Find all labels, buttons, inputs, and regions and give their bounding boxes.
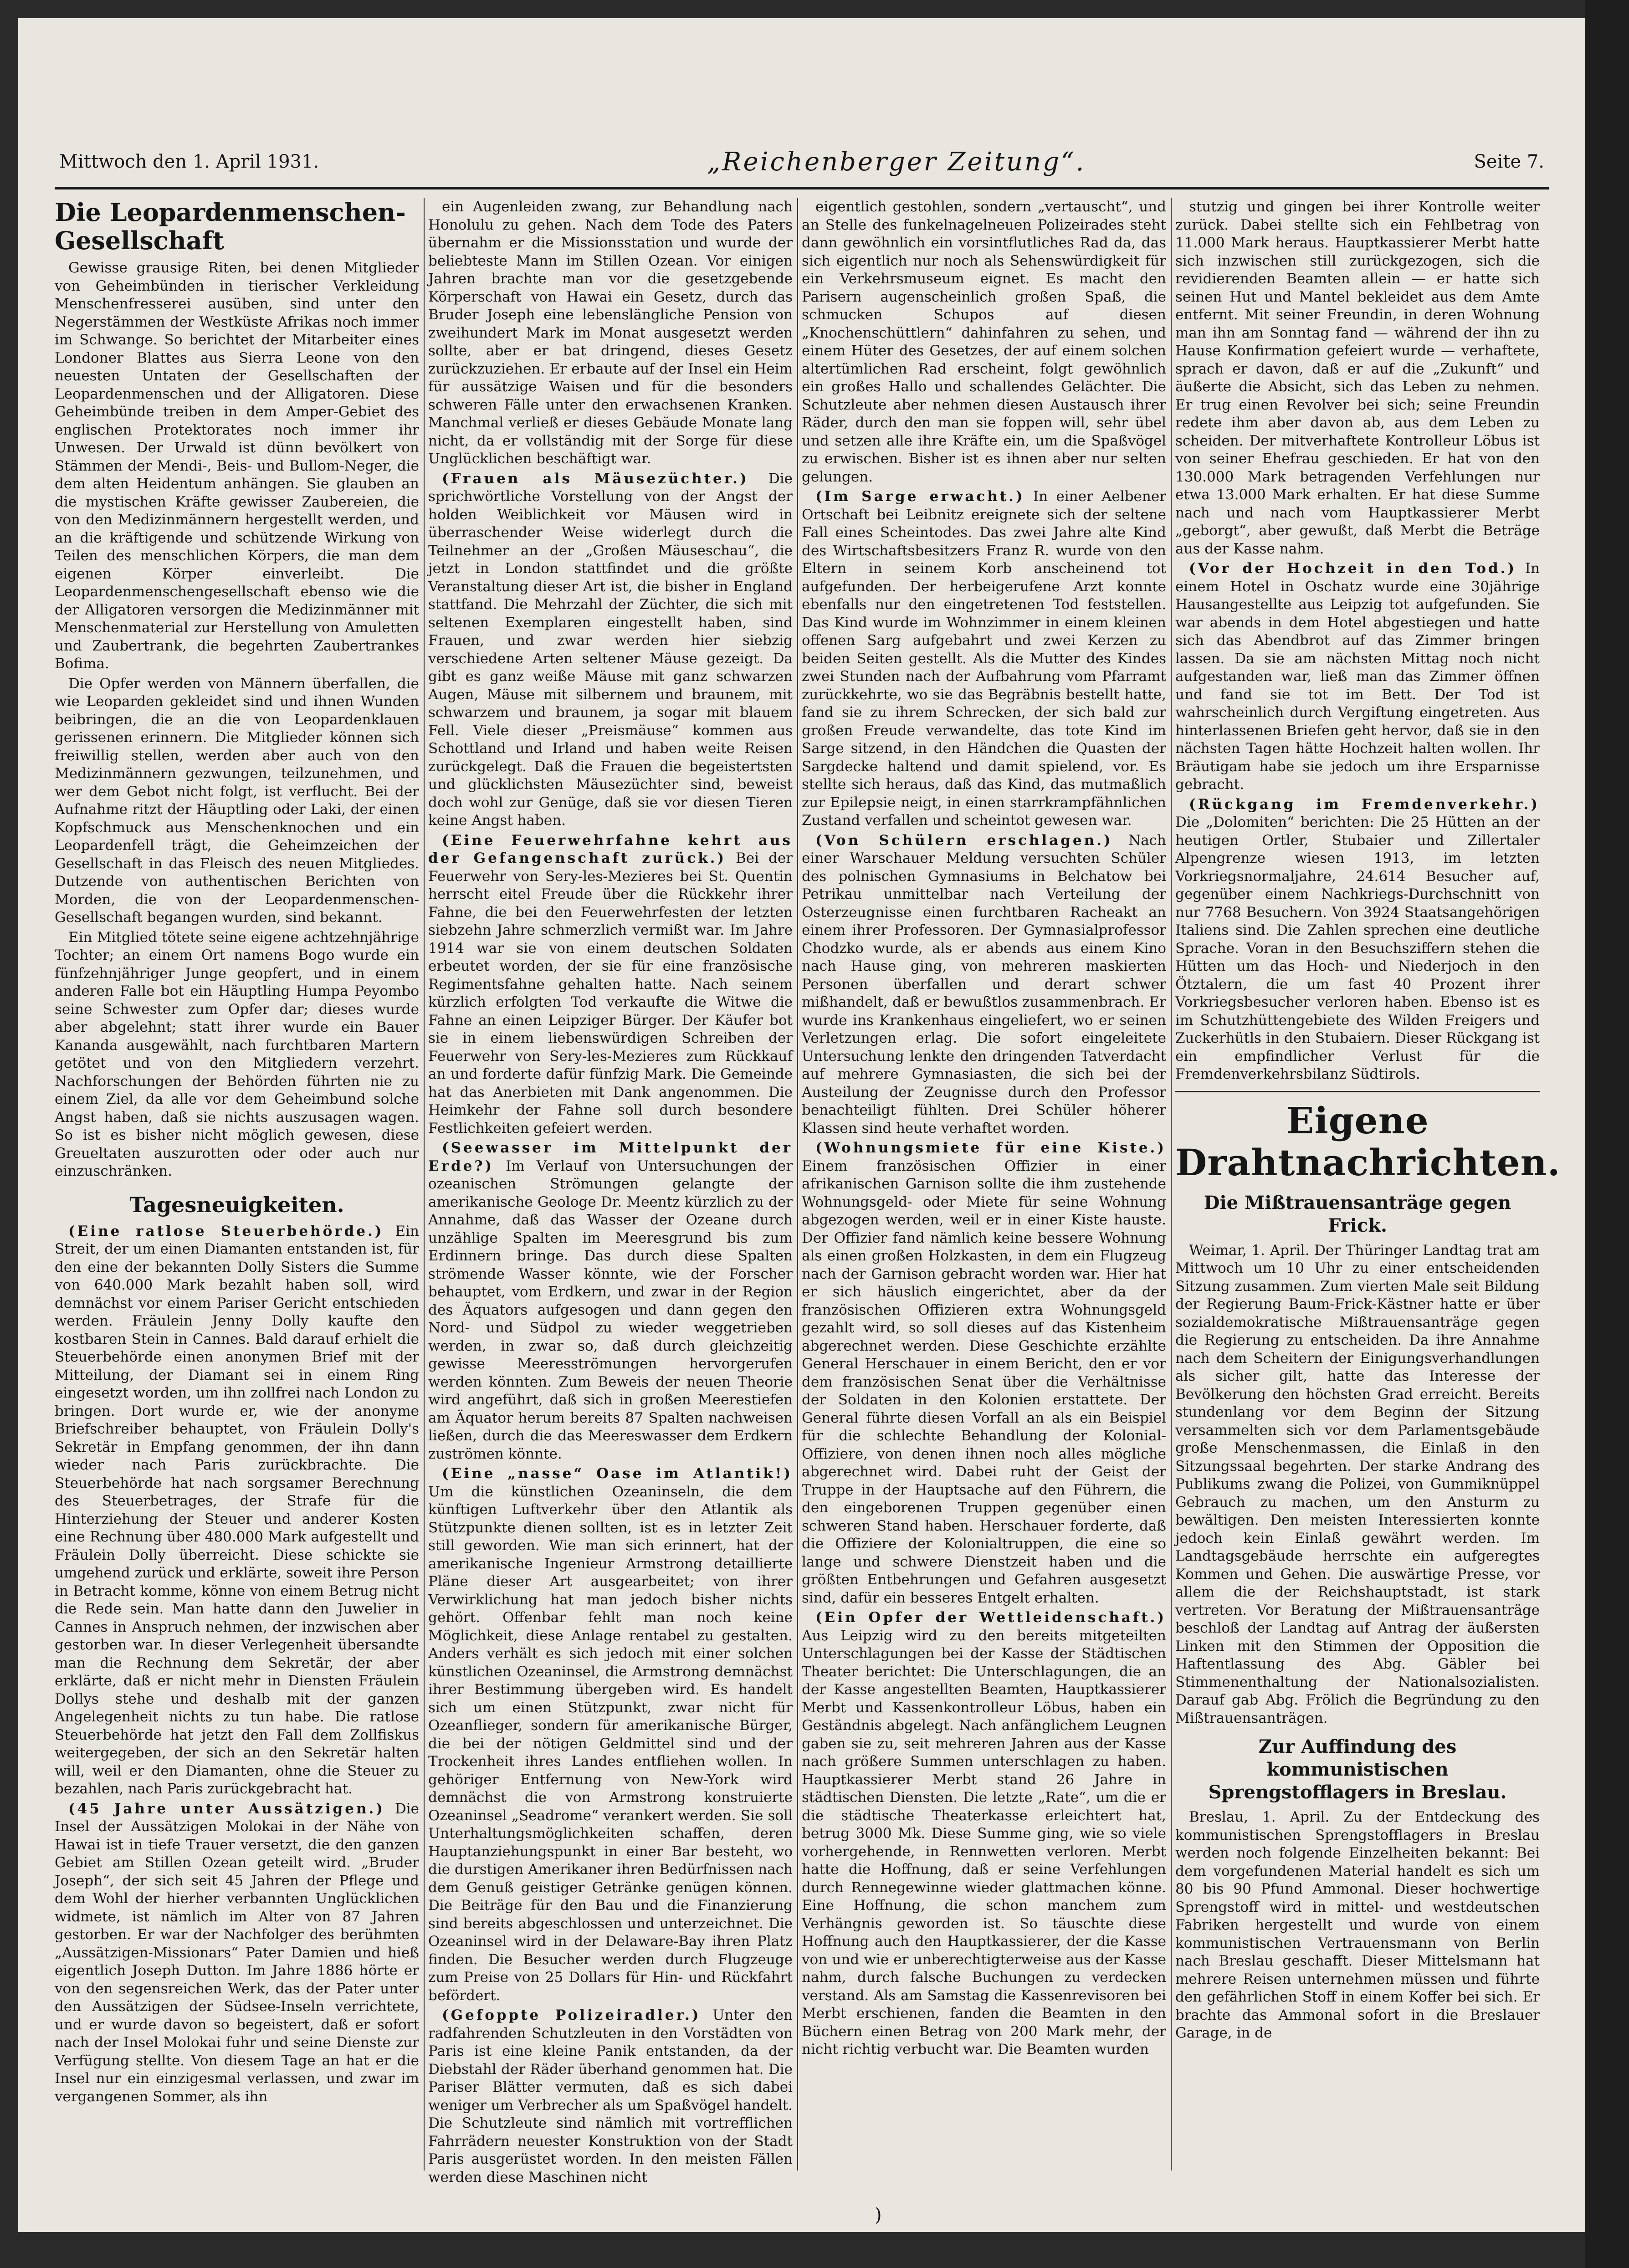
- news-body: Ein Streit, der um einen Diamanten entstanden ist, für den eine der bekannten Dolly Sisters die Summe von 640.000 Mark bezahlt haben soll, wird demnächst vor einem Pariser Gericht entschieden werden. Fräulein Jenny Dolly kaufte den kostbaren Stein in Cannes. Bald darauf erhielt die Steuerbehörde einen anonymen Brief mit der Mitteilung, der Diamant sei in einem Ring eingesetzt worden, um ihn zollfrei nach London zu bringen. Dort wurde er, wie der anonyme Briefschreiber behauptet, von Fräulein Dolly's Sekretär in Empfang genommen, der ihn dann wieder nach Paris zurückbrachte. Die Steuerbehörde hat nach sorgsamer Berechnung des Steuerbetrages, der Strafe für die Hinterziehung der Steuer und anderer Kosten eine Rechnung über 480.000 Mark aufgestellt und Fräulein Dolly überreicht. Diese schickte sie umgehend zurück und erklärte, soweit ihre Person in Betracht komme, könne von einem Betrug nicht die Rede sein. Man hatte dann den Juwelier in Cannes in Anspruch nehmen, der inzwischen aber gestorben war. In dieser Verlegenheit übersandte man die Rechnung dem Sekretär, der aber erklärte, daß er nicht mehr in Diensten Fräulein Dollys stehe und deshalb mit der ganzen Angelegenheit nichts zu tun habe. Die ratlose Steuerbehörde hat jetzt den Fall dem Zollfiskus weitergegeben, der sich an den Sekretär halten will, weil er den Diamanten, ohne die Steuer zu bezahlen, nach Paris zurückgebracht hat.: [55, 1223, 419, 1797]
- dispatch-headline: Die Mißtrauensanträge gegen Frick.: [1204, 1192, 1511, 1236]
- dispatch-body: Weimar, 1. April. Der Thüringer Landtag trat am Mittwoch um 10 Uhr zu einer entscheidenden Sitzung zusammen. Zum vierten Male seit Bildung der Regierung Baum-Frick-Kästner hatte er über sozialdemokratische Mißtrauensanträge gegen die Regierung zu entscheiden. Da ihre Annahme nach dem Scheitern der Einigungsverhandlungen als sicher gilt, hatte das Interesse der Bevölkerung den höchsten Grad erreicht. Bereits stundenlang vor dem Beginn der Sitzung versammelten sich vor dem Parlamentsgebäude große Menschenmassen, die Einlaß in den Sitzungssaal begehrten. Der starke Andrang des Publikums zwang die Polizei, von Gummiknüppel Gebrauch zu machen, um den Ansturm zu bewältigen. Den meisten Interessierten konnte jedoch kein Einlaß gewährt werden. Im Landtagsgebäude herrschte ein aufgeregtes Kommen und Gehen. Die auswärtige Presse, vor allem die der Reichshauptstadt, ist stark vertreten. Vor Beratung der Mißtrauensanträge beschloß der Landtag auf Antrag der äußersten Linken mit den Stimmen der Opposition die Haftentlassung des Abg. Gäbler bei Stimmenenthaltung der Nationalsozialisten. Darauf gab Abg. Frölich die Begründung zu den Mißtrauensanträgen.: [1175, 1242, 1540, 1726]
- news-title: (Eine „nasse“ Oase im Atlantik!): [442, 1465, 793, 1482]
- news-body: Aus Leipzig wird zu den bereits mitgeteilten Unterschlagungen bei der Kasse der Städtischen Theater berichtet: Die Unterschlagungen, die an der Kasse angestellten Beamten, Hauptkassierer Merbt und Kassenkontrolleur Löbus, haben ein Geständnis abgelegt. Nach anfänglichem Leugnen gaben sie zu, seit mehreren Jahren aus der Kasse nach größere Summen unterschlagen zu haben. Hauptkassierer Merbt stand 26 Jahre in städtischen Diensten. Die letzte „Rate“, um die er die städtische Theaterkasse erleichtert hat, betrug 3000 Mk. Diese Summe ging, wie so viele vorhergehende, in Rennwetten verloren. Merbt hatte die Hoffnung, daß er seine Verfehlungen durch Rennegewinne wieder glattmachen könne. Eine Hoffnung, die schon manchem zum Verhängnis geworden ist. So täuschte diese Hoffnung auch den Hauptkassierer, der die Kasse von und wie er unberechtigterweise aus der Kasse nahm, durch falsche Buchungen zu verdecken verstand. Als am Samstag die Kassenrevisoren bei Merbt erschienen, fanden die Beamten in den Büchern einen Betrag von 200 Mark mehr, der nicht richtig verbucht war. Die Beamten wurden: [802, 1627, 1166, 2058]
- news-body: Die Insel der Aussätzigen Molokai in der Nähe von Hawai ist in tiefe Trauer versetzt, die den ganzen Gebiet am Stillen Ozean geteilt wird. „Bruder Joseph“, der sich seit 45 Jahren der Pflege und dem Wohl der hierher verbannten Unglücklichen widmete, ist nämlich im Alter von 87 Jahren gestorben. Er war der Nachfolger des berühmten „Aussätzigen-Missionars“ Pater Damien und hieß eigentlich Joseph Dutton. Im Jahre 1886 hörte er von den segensreichen Werk, das der Pater unter den Aussätzigen der Südsee-Inseln verrichtete, und er wurde davon so begeistert, daß er sofort nach der Insel Molokai fuhr und seine Dienste zur Verfügung stellte. Von diesem Tage an hat er die Insel nur ein einzigesmal verlassen, und zwar im vergangenen Sommer, als ihn: [55, 1800, 420, 2105]
- header-rule: [55, 187, 1549, 189]
- dispatch-headline: Zur Auffindung des kommunistischen Sprengstofflagers in Breslau.: [1208, 1736, 1507, 1803]
- article-paragraph: Die Opfer werden von Männern überfallen, die wie Leoparden gekleidet sind und ihnen Wunden beibringen, die an die von Leopardenklauen gerissenen erinnern. Die Mitglieder können sich freiwillig stellen, werden aber auch von den Medizinmännern gezwungen, teilzunehmen, und wer dem Gebot nicht folgt, ist verflucht. Bei der Aufnahme ritzt der Häuptling oder Laki, der einen Kopfschmuck aus Menschenknochen und ein Leopardenfell trägt, die Geheimzeichen der Gesellschaft in das Fleisch des neuen Mitgliedes. Dutzende von authentischen Berichten von Morden, die von der Leopardenmenschen-Gesellschaft begangen wurden, sind bekannt.: [55, 675, 419, 926]
- column-1: [55, 198, 419, 2171]
- masthead: „Reichenberger Zeitung“.: [707, 147, 1086, 177]
- column-3: [802, 198, 1166, 2171]
- news-title: (Von Schülern erschlagen.): [815, 832, 1113, 849]
- news-title: (Eine Feuerwehrfahne kehrt aus der Gefangenschaft zurück.): [428, 832, 793, 866]
- article-title: Die Leopardenmenschen-Gesellschaft: [55, 198, 406, 255]
- news-title: (Im Sarge erwacht.): [815, 488, 1025, 505]
- scan-edge: [1585, 0, 1629, 2268]
- news-title: (Seewasser im Mittelpunkt der Erde?): [428, 1140, 793, 1174]
- section-heading: Eigene Drahtnachrichten.: [1175, 1099, 1561, 1184]
- article-paragraph: stutzig und gingen bei ihrer Kontrolle weiter zurück. Dabei stellte sich ein Fehlbetrag von 11.000 Mark heraus. Hauptkassierer Merbt hatte sich inzwischen still zurückgezogen, sich die revidierenden Beamten allein — er hatte sich seinen Hut und Mantel bekleidet aus dem Amte entfernt. Mit seiner Freundin, in deren Wohnung man ihn am Sonntag fand — während der ihn zu Hause Konfirmation gefeiert wurde — verhaftete, sprach er davon, daß er auf die „Zukunft“ und äußerte die Absicht, sich das Leben zu nehmen. Er trug einen Revolver bei sich; seine Freundin redete ihm aber davon ab, aus dem Leben zu scheiden. Der mitverhaftete Kontrolleur Löbus ist von seiner Ehefrau geschieden. Er hat von den 130.000 Mark betragenden Verfehlungen nur etwa 13.000 Mark erhalten. Er hat diese Summe nach und nach vom Hauptkassierer Merbt „geborgt“, aber gewußt, daß Merbt die Beträge aus der Kasse nahm.: [1175, 199, 1540, 557]
- news-title: (Frauen als Mäusezüchter.): [442, 470, 749, 487]
- news-body: Die „Dolomiten“ berichten: Die 25 Hütten an der heutigen Ortler, Stubaier und Zillertaler Alpengrenze wiesen 1913, im letzten Vorkriegsnormaljahre, 24.614 Besucher auf, gegenüber einem Nachkriegs-Durchschnitt von nur 7768 Besuchern. Von 3924 Staatsangehörigen Italiens sind. Die Zahlen sprechen eine deutliche Sprache. Voran in den Besuchsziffern stehen die Hütten um das Hoch- und Niederjoch in den Ötztalern, die um fast 40 Prozent ihrer Vorkriegsbesucher verloren haben. Ebenso ist es im Schutzhüttengebiete des Wilden Freigers und Zuckerhütls in den Stubaiern. Dieser Rückgang ist ein empfindlicher Verlust für die Fremdenverkehrsbilanz Südtirols.: [1175, 814, 1540, 1082]
- news-title: (Eine ratlose Steuerbehörde.): [68, 1223, 384, 1239]
- article-paragraph: ein Augenleiden zwang, zur Behandlung nach Honolulu zu gehen. Nach dem Tode des Paters übernahm er die Missionsstation und wurde der beliebteste Mann im Stillen Ozean. Vor einigen Jahren brachte man vor die gesetzgebende Körperschaft von Hawai ein Gesetz, durch das Bruder Joseph eine lebenslängliche Pension von zweihundert Mark im Monat ausgesetzt werden sollte, aber er bat dringend, dieses Gesetz zurückzuziehen. Er erbaute auf der Insel ein Heim für aussätzige Waisen und für die besonders schweren Fälle unter den erwachsenen Kranken. Manchmal verließ er dieses Gebäude Monate lang nicht, da er vollständig mit der Sorge für diese Unglücklichen beschäftigt war.: [428, 199, 793, 467]
- news-body: Um die künstlichen Ozeaninseln, die dem künftigen Luftverkehr über den Atlantik als Stützpunkte dienen sollten, ist es in letzter Zeit still geworden. Wie man sich erinnert, hat der amerikanische Ingenieur Armstrong detaillierte Pläne dieser Art ausgearbeitet; von ihrer Verwirklichung hat man jedoch bisher nichts gehört. Offenbar fehlt man noch keine Möglichkeit, diese Anlage rentabel zu gestalten. Anders verhält es sich jedoch mit einer solchen künstlichen Ozeaninsel, die Armstrong demnächst ihrer Bestimmung übergeben wird. Es handelt sich um einen Stützpunkt, zwar nicht für Ozeanflieger, sondern für amerikanische Bürger, die bei der nötigen Geldmittel sind und der Trockenheit ihres Landes entfliehen wollen. In gehöriger Entfernung von New-York wird demnächst die von Armstrong konstruierte Ozeaninsel „Seadrome“ verankert werden. Sie soll Unterhaltungsmöglichkeiten schaffen, deren Hauptanziehungspunkt in einer Bar besteht, wo die durstigen Amerikaner ihren Bedürfnissen nach dem Genuß geistiger Getränke genügen können. Die Beiträge für den Bau und die Finanzierung sind bereits abgeschlossen und unterzeichnet. Die Ozeaninsel wird in der Delaware-Bay ihren Platz finden. Die Besucher werden durch Flugzeuge zum Preise von 25 Dollars für Hin- und Rückfahrt befördert.: [428, 1483, 793, 2004]
- news-body: Bei der Feuerwehr von Sery-les-Mezieres bei St. Quentin herrscht eitel Freude über die Rückkehr ihrer Fahne, die bei den Feuerwehrfesten der letzten siebzehn Jahre schmerzlich vermißt war. Im Jahre 1914 war sie von einem deutschen Soldaten erbeutet worden, der sie für eine französische Regimentsfahne gehalten hatte. Nach seinem kürzlich erfolgten Tod verkaufte die Witwe die Fahne an einen Leipziger Bürger. Der Käufer bot sie in einem liebenswürdigen Schreiben der Feuerwehr von Sery-les-Mezieres zum Rückkauf an und forderte dafür fünfzig Mark. Die Gemeinde hat das Anerbieten mit Dank angenommen. Die Heimkehr der Fahne soll durch besondere Festlichkeiten gefeiert werden.: [428, 850, 793, 1137]
- page-number: Seite 7.: [1474, 151, 1544, 172]
- column-4: [1175, 198, 1561, 2171]
- column-divider: [424, 198, 425, 2171]
- news-title: (Gefoppte Polizeiradler.): [442, 2007, 701, 2023]
- news-title: (Vor der Hochzeit in den Tod.): [1189, 560, 1517, 577]
- section-heading: Tagesneuigkeiten.: [129, 1192, 344, 1217]
- news-body: In einem Hotel in Oschatz wurde eine 30jährige Hausangestellte aus Leipzig tot aufgefunden. Sie war abends in dem Hotel abgestiegen und hatte sich das Abendbrot auf das Zimmer bringen lassen. Da sie am nächsten Mittag noch nicht aufgestanden war, ließ man das Zimmer öffnen und fand sie tot im Bett. Der Tod ist wahrscheinlich durch Vergiftung eingetreten. Aus hinterlassenen Briefen geht hervor, daß sie in den nächsten Tagen hätte Hochzeit halten wollen. Ihr Bräutigam habe sie jedoch um ihre Ersparnisse gebracht.: [1175, 560, 1540, 793]
- article-paragraph: eigentlich gestohlen, sondern „vertauscht“, und an Stelle des funkelnagelneuen Polizeirades steht dann gewöhnlich ein vorsintflutliches Rad da, das sich eigentlich nur noch als Sehenswürdigkeit für ein Verkehrsmuseum eignet. Es macht den Parisern augenscheinlich großen Spaß, die schmucken Schupos auf diesen „Knochenschüttlern“ dahinfahren zu sehen, und einem Hüter des Gesetzes, der auf einem solchen altertümlichen Rad erscheint, folgt gewöhnlich ein großes Hallo und schallendes Gelächter. Die Schutzleute aber nehmen diesen Austausch ihrer Räder, durch den man sie foppen will, sehr übel und setzen alle ihre Kräfte ein, um die Spaßvögel zu erwischen. Bisher ist es ihnen aber nur selten gelungen.: [802, 199, 1166, 485]
- newspaper-page: [18, 18, 1585, 2232]
- bottom-mark: ): [875, 2205, 882, 2226]
- section-rule: [1175, 1091, 1540, 1092]
- header-date: Mittwoch den 1. April 1931.: [59, 151, 319, 172]
- news-body: Nach einer Warschauer Meldung versuchten Schüler des polnischen Gymnasiums in Belchatow bei Petrikau unmittelbar nach Verteilung der Osterzeugnisse einen furchtbaren Racheakt an einem ihrer Professoren. Der Gymnasialprofessor Chodzko wurde, als er abends aus einem Kino nach Hause ging, von mehreren maskierten Personen überfallen und derart schwer mißhandelt, daß er bewußtlos zusammenbrach. Er wurde ins Krankenhaus eingeliefert, wo er seinen Verletzungen erlag. Die sofort eingeleitete Untersuchung lenkte den dringenden Tatverdacht auf mehrere Gymnasiasten, die sich bei der Austeilung der Zeugnisse durch den Professor benachteiligt fühlten. Drei Schüler höherer Klassen sind heute verhaftet worden.: [802, 832, 1166, 1137]
- news-title: (Wohnungsmiete für eine Kiste.): [815, 1140, 1166, 1156]
- column-divider: [1171, 198, 1172, 2171]
- news-body: Unter den radfahrenden Schutzleuten in den Vorstädten von Paris ist eine kleine Panik entstanden, da der Diebstahl der Räder überhand genommen hat. Die Pariser Blätter vermuten, daß es sich dabei weniger um Verbrecher als um Spaßvögel handelt. Die Schutzleute sind nämlich mit vortrefflichen Fahrrädern neuester Konstruktion von der Stadt Paris ausgerüstet worden. In den meisten Fällen werden diese Maschinen nicht: [428, 2007, 793, 2186]
- news-body: Einem französischen Offizier in einer afrikanischen Garnison sollte die ihm zustehende Wohnungsgeld- oder Miete für seine Wohnung abgezogen werden, weil er in einer Kiste hauste. Der Offizier fand nämlich keine bessere Wohnung als einen großen Holzkasten, in dem ein Flugzeug nach der Garnison gebracht worden war. Hier hat er sich häuslich eingerichtet, aber da der französischen Offizieren extra Wohnungsgeld gezahlt wird, so soll dieses auf das Kistenheim abgerechnet werden. Diese Geschichte erzählte General Herschauer in einem Bericht, den er vor dem französischen Senat über die Verhältnisse der Soldaten in den Kolonien erstattete. Der General führte diesen Vorfall an als ein Beispiel für die schlechte Behandlung der Kolonial-Offiziere, von denen ihnen noch alles mögliche abgerechnet wird. Dabei ruht der Geist der Truppe in der Hauptsache auf den Führern, die den eingeborenen Truppen gegenüber einen schweren Stand haben. Herschauer forderte, daß die Offiziere der Kolonialtruppen, die eine so lange und schwere Dienstzeit haben und die größten Entbehrungen und Gefahren ausgesetzt sind, dafür ein besseres Entgelt erhalten.: [802, 1157, 1166, 1606]
- dispatch-body: Breslau, 1. April. Zu der Entdeckung des kommunistischen Sprengstofflagers in Breslau werden noch folgende Einzelheiten bekannt: Bei dem vorgefundenen Material handelt es sich um 80 bis 90 Pfund Ammonal. Dieser hochwertige Sprengstoff wird in mittel- und westdeutschen Fabriken hergestellt und wurde von einem kommunistischen Vertrauensmann von Berlin nach Breslau geschafft. Dieser Mittelsmann hat mehrere Reisen unternehmen müssen und führte den gefährlichen Stoff in einem Koffer bei sich. Er brachte das Ammonal sofort in die Breslauer Garage, in de: [1175, 1809, 1540, 2041]
- article-paragraph: Gewisse grausige Riten, bei denen Mitglieder von Geheimbünden in tierischer Verkleidung Menschenfresserei ausüben, sind unter den Negerstämmen der Westküste Afrikas noch immer im Schwange. So berichtet der Mitarbeiter eines Londoner Blattes aus Sierra Leone von den neuesten Untaten der Gesellschaften der Leopardenmenschen und der Alligatoren. Diese Geheimbünde treiben in dem Amper-Gebiet des englischen Protektorates noch immer ihr Unwesen. Der Urwald ist dünn bevölkert von Stämmen der Mendi-, Beis- und Bullom-Neger, die dem alten Heidentum anhängen. Sie glauben an die mystischen Kräfte gewisser Zaubereien, die von den Medizinmännern hergestellt werden, und an die kräftigende und schützende Wirkung von Teilen des menschlichen Körpers, die man dem eigenen Körper einverleibt. Die Leopardenmenschengesellschaft ebenso wie die der Alligatoren versorgen die Medizinmänner mit Menschenmaterial zur Herstellung von Amuletten und Zaubertrank, die begehrten Zaubertrankes Bofima.: [55, 260, 419, 672]
- news-body: Die sprichwörtliche Vorstellung von der Angst der holden Weiblichkeit vor Mäusen wird in überraschender Weise widerlegt durch die Teilnehmer an der „Großen Mäuseschau“, die jetzt in London stattfindet und die größte Veranstaltung dieser Art ist, die bisher in England stattfand. Die Mehrzahl der Züchter, die sich mit seltenen Exemplaren eingestellt haben, sind Frauen, und zwar werden hier siebzig verschiedene Arten seltener Mäuse gezeigt. Da gibt es ganz weiße Mäuse mit ganz schwarzen Augen, Mäuse mit silbernem und braunem, mit schwarzem und braunem, ja sogar mit blauem Fell. Viele dieser „Preismäuse“ kommen aus Schottland und Irland und haben weite Reisen zurückgelegt. Daß die Frauen die begeistertsten und glücklichsten Mäusezüchter sind, beweist doch wohl zur Genüge, daß sie vor diesen Tieren keine Angst haben.: [428, 470, 793, 829]
- page-header: [59, 146, 1544, 178]
- article-paragraph: Ein Mitglied tötete seine eigene achtzehnjährige Tochter; an einem Ort namens Bogo wurde ein fünfzehnjähriger Junge geopfert, und in einem anderen Falle bot ein Häuptling Humpa Peyombo seine Schwester zum Opfer dar; dieses wurde aber abgelehnt; statt ihrer wurde ein Bauer Kananda ausgewählt, nach furchtbaren Martern getötet und von den Mitgliedern verzehrt. Nachforschungen der Behörden führten nie zu einem Ziel, da alle vor dem Geheimbund solche Angst haben, daß sie nichts auszusagen wagen. So ist es bisher nicht möglich gewesen, diese Greueltaten auszurotten oder oder auch nur einzuschränken.: [55, 929, 419, 1179]
- news-title: (45 Jahre unter Aussätzigen.): [68, 1800, 385, 1817]
- column-divider: [797, 198, 798, 2171]
- news-title: (Ein Opfer der Wettleidenschaft.): [815, 1609, 1166, 1626]
- news-body: Im Verlauf von Untersuchungen der ozeanischen Strömungen gelangte der amerikanische Geologe Dr. Meentz kürzlich zu der Annahme, daß das Wasser der Ozeane durch unzählige Spalten im Meeresgrund bis zum Erdinnern bringe. Das durch diese Spalten strömende Wasser könnte, wie der Forscher behauptet, vom Erdkern, und zwar in der Region des Äquators aufgesogen und dann gegen den Nord- und Südpol zu wieder weggetrieben werden, in zwar so, daß durch gleichzeitig gewisse Meeresströmungen hervorgerufen werden könnten. Zum Beweis der neuen Theorie wird angeführt, daß sich in großen Meerestiefen am Äquator herum bereits 87 Spalten nachweisen ließen, durch die das Meereswasser dem Erdkern zuströmen könnte.: [428, 1157, 793, 1462]
- news-body: In einer Aelbener Ortschaft bei Leibnitz ereignete sich der seltene Fall eines Scheintodes. Das zwei Jahre alte Kind des Wirtschaftsbesitzers Franz R. wurde von den Eltern in seinem Korb anscheinend tot aufgefunden. Der herbeigerufene Arzt konnte ebenfalls nur den eingetretenen Tod feststellen. Das Kind wurde im Wohnzimmer in einem kleinen offenen Sarg aufgebahrt und zwei Kerzen zu beiden Seiten gestellt. Als die Mutter des Kindes zwei Stunden nach der Aufbahrung vom Pfarramt zurückkehrte, wo sie das Begräbnis bestellt hatte, fand sie zu ihrem Schrecken, der sich bald zur großen Freude verwandelte, das tote Kind im Sarge sitzend, in den Händchen die Quasten der Sargdecke haltend und damit spielend, vor. Es stellte sich heraus, daß das Kind, das mutmaßlich zur Epilepsie neigt, in einen starrkrampfähnlichen Zustand verfallen und scheintot gewesen war.: [802, 488, 1167, 829]
- column-2: [428, 198, 793, 2186]
- news-title: (Rückgang im Fremdenverkehr.): [1189, 796, 1540, 813]
